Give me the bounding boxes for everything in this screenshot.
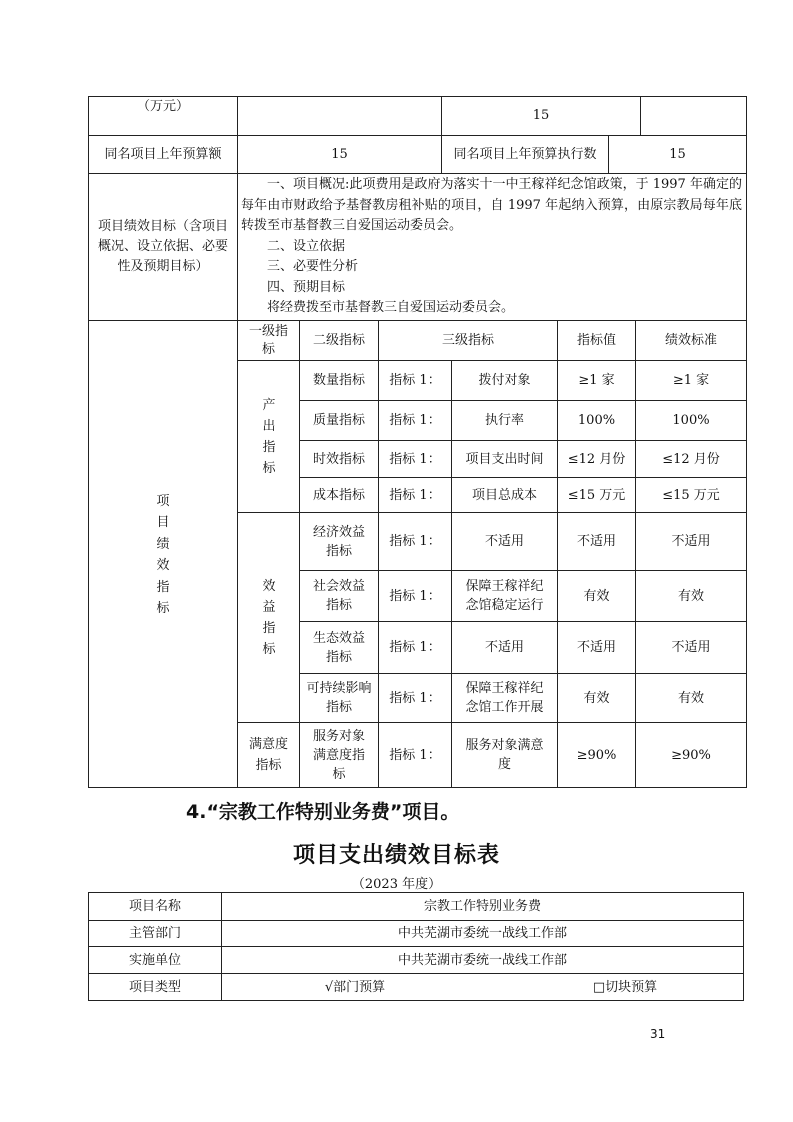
- option-department-budget: √部门预算: [324, 979, 386, 995]
- group-satisfaction-label: 满意度指标: [248, 737, 288, 773]
- value-social: 有效: [583, 588, 610, 604]
- last-year-budget-label: 同名项目上年预算额: [104, 147, 222, 162]
- level2-quantity: 数量指标: [312, 373, 365, 388]
- standard-sustainable: 有效: [677, 690, 704, 706]
- value-satisfaction: ≥90%: [576, 747, 617, 763]
- option-block-budget: □切块预算: [592, 979, 658, 995]
- standard-ecological: 不适用: [671, 640, 711, 655]
- level3-quantity: 拨付对象: [478, 373, 531, 388]
- header-value: 指标值: [576, 333, 616, 348]
- level2-economic: 经济效益指标: [312, 524, 365, 559]
- level2-social: 社会效益指标: [312, 579, 365, 613]
- standard-quality: 100%: [672, 413, 710, 428]
- idx-timeliness: 指标 1：: [389, 451, 441, 467]
- value-cost: ≤15 万元: [567, 487, 626, 503]
- project-name-label: 项目名称: [128, 899, 181, 914]
- standard-social: 有效: [677, 588, 704, 604]
- idx-sustainable: 指标 1：: [389, 690, 441, 706]
- last-year-execution-value: 15: [669, 147, 686, 162]
- idx-quality: 指标 1：: [389, 413, 441, 428]
- header-level1: 一级指标: [248, 323, 288, 357]
- section-heading: 4.“宗教工作特别业务费”项目。: [186, 801, 460, 823]
- value-quantity: ≥1 家: [578, 373, 615, 388]
- level3-social: 保障王稼祥纪念馆稳定运行: [465, 579, 544, 613]
- standard-economic: 不适用: [671, 534, 711, 549]
- value-ecological: 不适用: [576, 640, 616, 655]
- level2-timeliness: 时效指标: [312, 451, 365, 467]
- header-level2: 二级指标: [312, 333, 365, 348]
- level3-cost: 项目总成本: [471, 487, 537, 503]
- indicators-side-label: [150, 490, 176, 620]
- implementing-unit-value: 中共芜湖市委统一战线工作部: [397, 952, 567, 968]
- level2-satisfaction: 服务对象满意度指标: [312, 728, 365, 782]
- value-sustainable: 有效: [583, 690, 610, 706]
- performance-goal-label: 项目绩效目标（含项目概况、设立依据、必要性及预期目标）: [97, 219, 228, 274]
- goal-basis: 二、设立依据: [267, 238, 346, 254]
- table-title: 项目支出绩效目标表: [292, 843, 500, 868]
- level2-ecological: 生态效益指标: [312, 630, 365, 665]
- table-year: （2023 年度）: [351, 877, 442, 892]
- standard-quantity: ≥1 家: [672, 373, 710, 388]
- goal-expected: 四、预期目标: [267, 279, 346, 295]
- standard-cost: ≤15 万元: [662, 487, 720, 503]
- header-level3: 三级指标: [441, 333, 494, 348]
- level3-quality: 执行率: [484, 413, 524, 428]
- department-label: 主管部门: [128, 926, 181, 941]
- department-value: 中共芜湖市委统一战线工作部: [397, 926, 567, 941]
- idx-cost: 指标 1：: [389, 487, 441, 503]
- performance-goal-text: [241, 175, 742, 319]
- standard-timeliness: ≤12 月份: [662, 451, 720, 467]
- group-output-text: 产出指标: [262, 397, 276, 476]
- idx-satisfaction: 指标 1：: [389, 747, 441, 763]
- idx-quantity: 指标 1：: [389, 373, 441, 388]
- last-year-budget-value: 15: [331, 147, 348, 162]
- last-year-execution-label: 同名项目上年预算执行数: [453, 147, 597, 162]
- level3-satisfaction: 服务对象满意度: [465, 738, 544, 772]
- value-timeliness: ≤12 月份: [567, 451, 626, 467]
- standard-satisfaction: ≥90%: [671, 747, 711, 763]
- level3-economic: 不适用: [484, 534, 524, 549]
- indicators-side-label-text: 项目绩效指标: [156, 493, 170, 616]
- value-economic: 不适用: [576, 534, 616, 549]
- group-benefit-label: [261, 513, 277, 722]
- implementing-unit-label: 实施单位: [128, 952, 181, 968]
- goal-overview: 一、项目概况:此项费用是政府为落实十一中王稼祥纪念馆政策，于 1997 年确定的每年由市财政给予基督教房租补贴的项目，自 1997 年起纳入预算，由原宗教局每年底转拨至市基督教三自爱国运动委员会。: [241, 177, 742, 233]
- idx-social: 指标 1：: [389, 588, 441, 604]
- header-standard: 绩效标准: [664, 333, 717, 348]
- level3-timeliness: 项目支出时间: [465, 451, 544, 467]
- goal-expected-detail: 将经费拨至市基督教三自爱国运动委员会。: [267, 300, 515, 315]
- idx-ecological: 指标 1：: [389, 640, 441, 655]
- project-name-value: 宗教工作特别业务费: [423, 899, 541, 914]
- page-number: 31: [650, 1027, 666, 1041]
- goal-necessity: 三、必要性分析: [267, 259, 359, 274]
- level3-ecological: 不适用: [484, 640, 524, 655]
- level2-quality: 质量指标: [312, 413, 365, 428]
- value-quality: 100%: [577, 413, 616, 428]
- budget-unit-label: （万元）: [136, 98, 189, 114]
- group-benefit-text: 效益指标: [262, 578, 276, 657]
- group-output-label: [261, 361, 277, 512]
- level2-sustainable: 可持续影响指标: [306, 681, 372, 715]
- level3-sustainable: 保障王稼祥纪念馆工作开展: [465, 681, 544, 715]
- level2-cost: 成本指标: [312, 487, 365, 503]
- idx-economic: 指标 1：: [389, 534, 441, 549]
- project-type-label: 项目类型: [128, 979, 181, 995]
- budget-value: 15: [532, 108, 550, 123]
